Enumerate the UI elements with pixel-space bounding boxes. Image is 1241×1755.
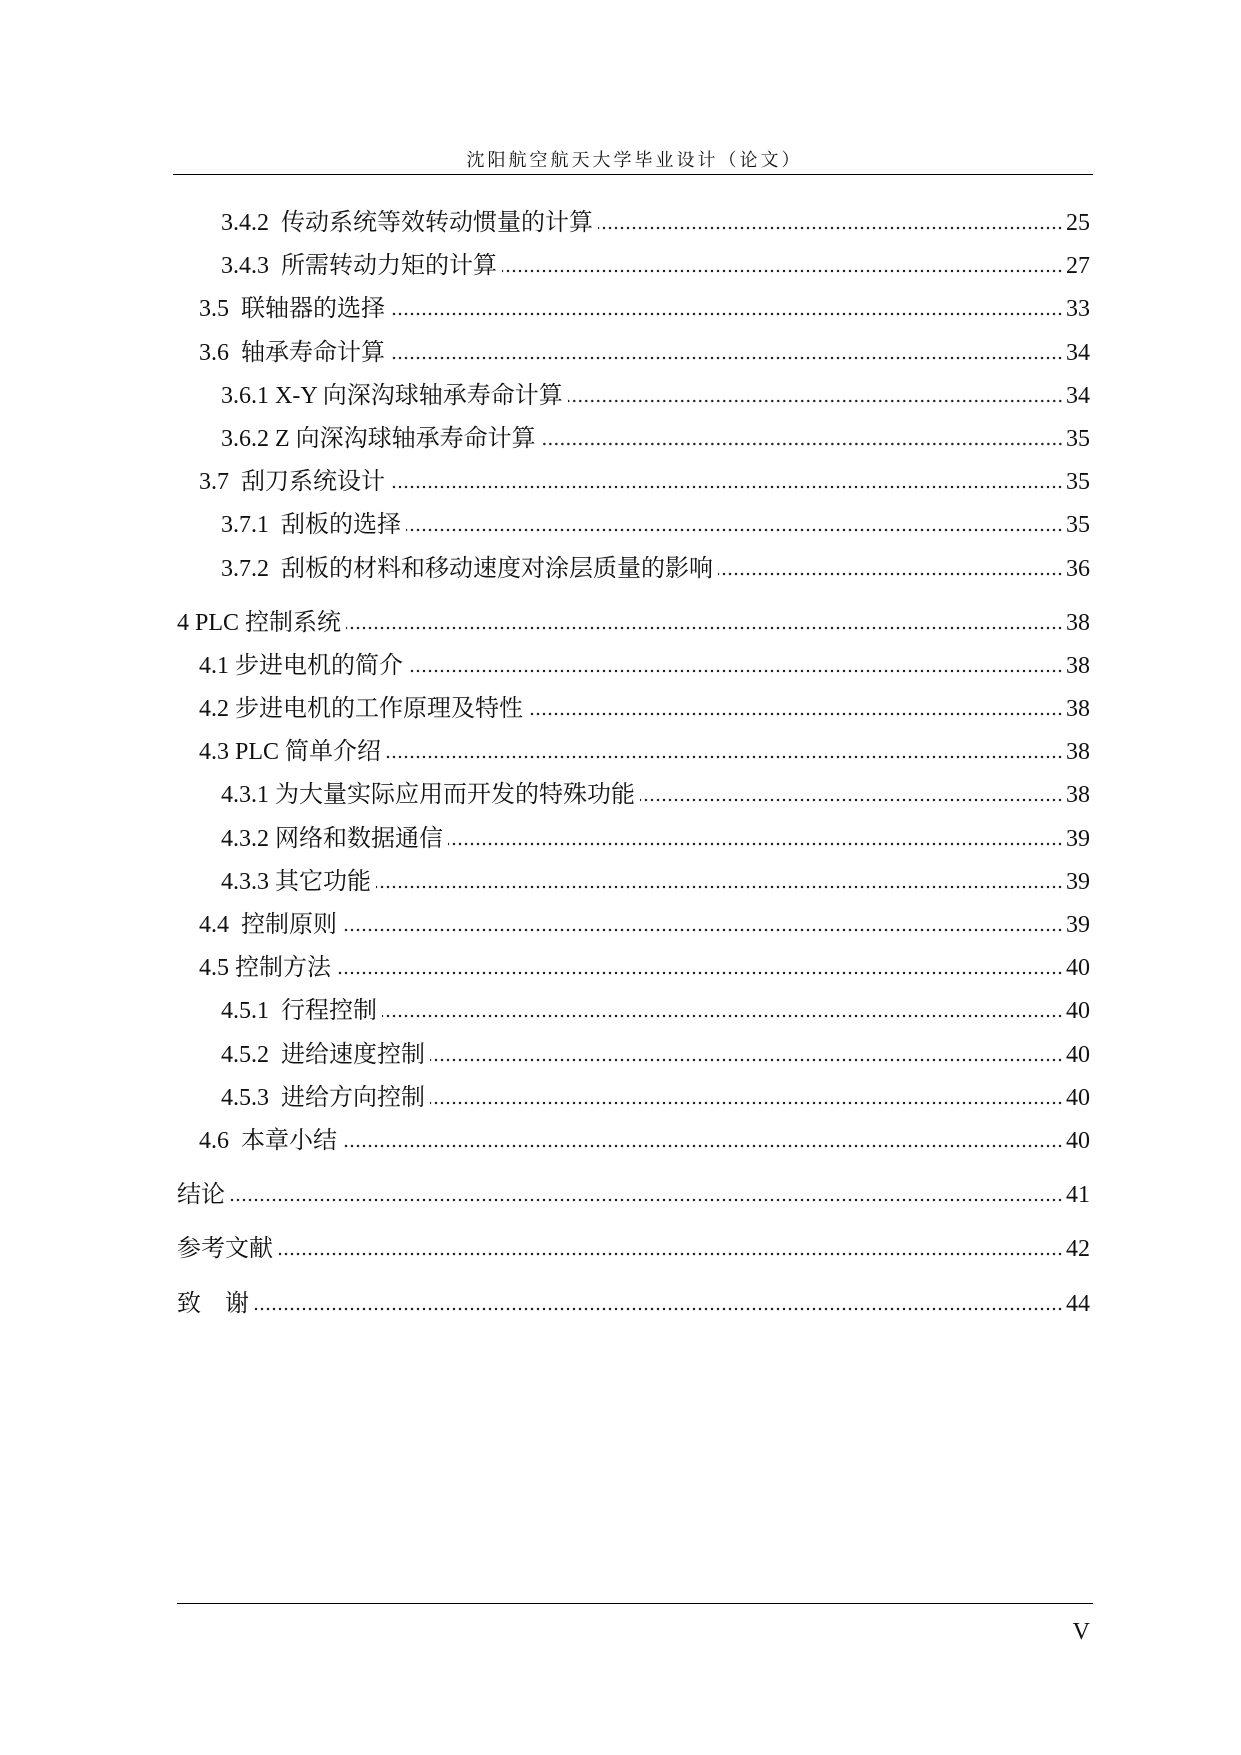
toc-entry-page-number: 39 (1066, 912, 1090, 938)
dot-leader (390, 356, 1063, 360)
toc-entry-page-number: 40 (1066, 998, 1090, 1025)
toc-entry (177, 602, 1090, 645)
toc-entry-title: 4.6 本章小结 (199, 1127, 337, 1154)
toc-entry-title: 4.3.3 其它功能 (221, 868, 371, 895)
toc-entry-page-number: 38 (1066, 609, 1090, 636)
toc-entry-page-number: 33 (1066, 296, 1090, 323)
toc-entry (177, 548, 1090, 591)
toc-entry (177, 904, 1090, 947)
toc-entry-page-number: 38 (1066, 696, 1090, 723)
toc-entry-page-number: 35 (1066, 469, 1090, 496)
toc-entry-page-number: 27 (1066, 253, 1090, 280)
toc-entry (177, 461, 1090, 504)
toc-entry-title: 参考文献 (177, 1236, 273, 1263)
dot-leader (342, 928, 1063, 932)
toc-entry-page-number: 40 (1066, 1084, 1090, 1111)
toc-entry (177, 774, 1090, 817)
toc-entry (177, 504, 1090, 547)
toc-entry-title: 结论 (177, 1182, 225, 1209)
toc-entry (177, 645, 1090, 688)
dot-leader (406, 528, 1063, 532)
toc-entry-title: 3.5 联轴器的选择 (199, 296, 385, 323)
toc-entry-page-number: 35 (1066, 425, 1090, 452)
dot-leader (408, 669, 1063, 673)
toc-entry (177, 1283, 1090, 1326)
toc-entry-page-number: 40 (1066, 1041, 1090, 1068)
dot-leader (342, 1144, 1063, 1148)
toc-entry-title: 4.5.2 进给速度控制 (221, 1041, 425, 1068)
dot-leader (541, 442, 1063, 446)
header-rule (173, 174, 1093, 175)
toc-entry (177, 1077, 1090, 1120)
toc-entry-title: 4.1 步进电机的简介 (199, 652, 403, 679)
toc-entry-title: 4 PLC 控制系统 (177, 609, 342, 636)
toc-entry-title: 致 谢 (177, 1290, 249, 1317)
toc-entry-title: 4.5 控制方法 (199, 955, 331, 982)
toc-entry-title: 4.4 控制原则 (199, 912, 337, 938)
footer-rule (177, 1603, 1093, 1604)
toc-entry-page-number: 40 (1066, 1127, 1090, 1154)
toc-entry-page-number: 39 (1066, 825, 1090, 852)
toc-entry-page-number: 25 (1066, 210, 1090, 236)
dot-leader (230, 1198, 1063, 1202)
toc-entry-title: 4.3.1 为大量实际应用而开发的特殊功能 (221, 782, 635, 809)
dot-leader (386, 755, 1063, 759)
toc-list (177, 202, 1090, 1326)
toc-entry (177, 1120, 1090, 1163)
toc-entry (177, 288, 1090, 331)
toc-entry-title: 4.3.2 网络和数据通信 (221, 825, 443, 852)
dot-leader (640, 798, 1063, 802)
toc-entry-title: 4.3 PLC 简单介绍 (199, 739, 382, 766)
toc-entry-title: 3.6.2 Z 向深沟球轴承寿命计算 (221, 425, 536, 452)
toc-entry (177, 332, 1090, 375)
toc-entry-title: 4.2 步进电机的工作原理及特性 (199, 696, 523, 723)
dot-leader (502, 269, 1063, 273)
dot-leader (376, 885, 1063, 889)
toc-entry-title: 3.6.1 X-Y 向深沟球轴承寿命计算 (221, 382, 563, 409)
toc-entry-title: 3.4.3 所需转动力矩的计算 (221, 253, 497, 280)
dot-leader (254, 1307, 1063, 1311)
toc-entry-title: 3.6 轴承寿命计算 (199, 339, 385, 366)
dot-leader (430, 1058, 1063, 1062)
dot-leader (598, 226, 1063, 230)
toc-entry (177, 947, 1090, 990)
toc-entry-page-number: 44 (1066, 1290, 1090, 1317)
toc-entry-page-number: 39 (1066, 868, 1090, 895)
toc-entry (177, 861, 1090, 904)
toc-entry (177, 1174, 1090, 1217)
toc-entry (177, 418, 1090, 461)
dot-leader (346, 626, 1063, 630)
dot-leader (278, 1252, 1063, 1256)
toc-entry-page-number: 34 (1066, 339, 1090, 366)
toc-entry-page-number: 38 (1066, 782, 1090, 809)
toc-entry (177, 202, 1090, 245)
toc-entry-page-number: 38 (1066, 652, 1090, 679)
toc-entry-page-number: 34 (1066, 382, 1090, 409)
toc-entry-page-number: 35 (1066, 512, 1090, 539)
dot-leader (390, 485, 1063, 489)
toc-entry-title: 4.5.1 行程控制 (221, 998, 377, 1025)
page-number: V (1072, 1619, 1090, 1645)
toc-entry-page-number: 42 (1066, 1236, 1090, 1263)
header-title: 沈阳航空航天大学毕业设计（论文） (466, 150, 803, 170)
toc-entry-title: 4.5.3 进给方向控制 (221, 1084, 425, 1111)
toc-entry-title: 3.7.2 刮板的材料和移动速度对涂层质量的影响 (221, 555, 713, 582)
toc-entry (177, 245, 1090, 288)
dot-leader (448, 842, 1063, 846)
toc-entry-page-number: 36 (1066, 555, 1090, 582)
dot-leader (390, 312, 1063, 316)
dot-leader (528, 712, 1063, 716)
toc-entry (177, 1034, 1090, 1077)
toc-entry (177, 731, 1090, 774)
dot-leader (382, 1014, 1063, 1018)
dot-leader (718, 572, 1063, 576)
toc-entry-title: 3.7 刮刀系统设计 (199, 469, 385, 496)
toc-entry-title: 3.4.2 传动系统等效转动惯量的计算 (221, 210, 593, 236)
toc-entry-page-number: 40 (1066, 955, 1090, 982)
toc-entry-page-number: 38 (1066, 739, 1090, 766)
toc-entry (177, 990, 1090, 1033)
dot-leader (430, 1101, 1063, 1105)
toc-entry (177, 818, 1090, 861)
toc-entry-title: 3.7.1 刮板的选择 (221, 512, 401, 539)
toc-entry (177, 1228, 1090, 1271)
dot-leader (568, 399, 1063, 403)
toc-entry-page-number: 41 (1066, 1182, 1090, 1209)
toc-entry (177, 688, 1090, 731)
toc-entry (177, 375, 1090, 418)
dot-leader (336, 971, 1063, 975)
